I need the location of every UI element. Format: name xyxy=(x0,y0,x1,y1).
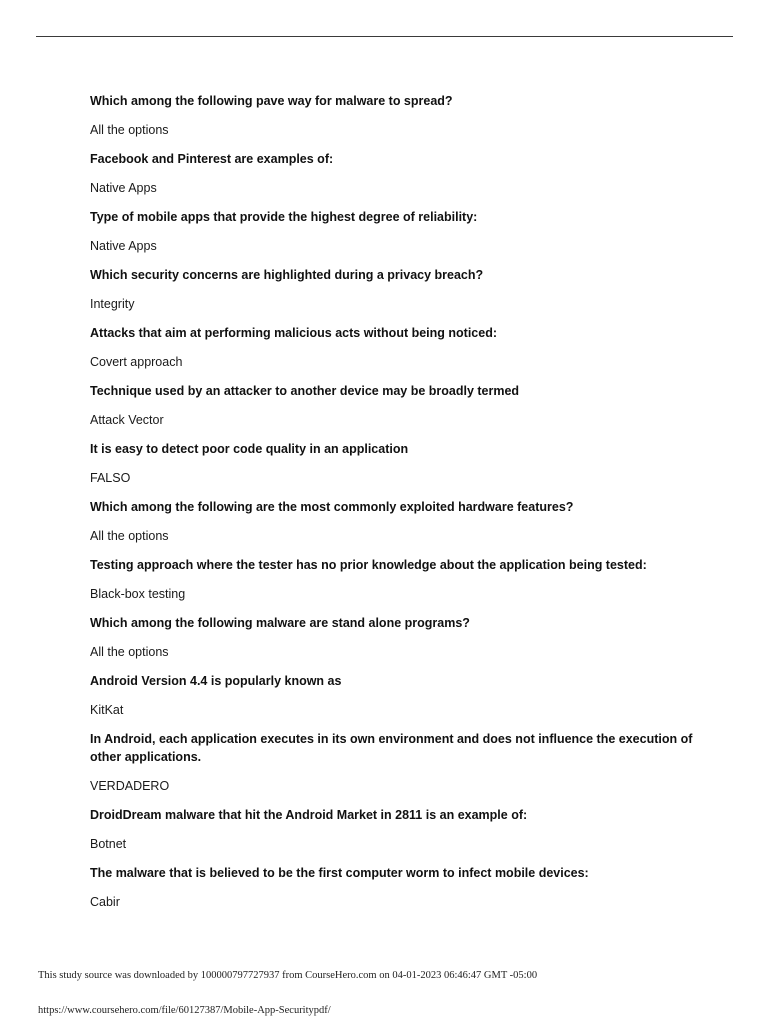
question-11: Android Version 4.4 is popularly known as xyxy=(90,674,342,688)
question-9: Testing approach where the tester has no prior knowledge about the application being tested: xyxy=(90,558,647,572)
question-2: Facebook and Pinterest are examples of: xyxy=(90,152,334,166)
answer-14: Cabir xyxy=(90,895,120,909)
download-source-notice: This study source was downloaded by 100000797727937 from CourseHero.com on 04-01-2023 06:46:47 GMT -05:00 xyxy=(38,970,538,981)
question-8: Which among the following are the most commonly exploited hardware features? xyxy=(90,500,574,514)
question-5: Attacks that aim at performing malicious acts without being noticed: xyxy=(90,326,498,340)
question-14: The malware that is believed to be the first computer worm to infect mobile devices: xyxy=(90,866,589,880)
question-12: In Android, each application executes in its own environment and does not influence the execution of other applications. xyxy=(90,732,693,764)
answer-10: All the options xyxy=(90,645,169,659)
answer-8: All the options xyxy=(90,529,169,543)
answer-3: Native Apps xyxy=(90,239,157,253)
answer-1: All the options xyxy=(90,123,169,137)
answer-6: Attack Vector xyxy=(90,413,164,427)
qa-list xyxy=(90,92,710,922)
question-13: DroidDream malware that hit the Android Market in 2811 is an example of: xyxy=(90,808,528,822)
top-divider xyxy=(36,36,733,37)
answer-5: Covert approach xyxy=(90,355,183,369)
question-1: Which among the following pave way for malware to spread? xyxy=(90,94,453,108)
question-4: Which security concerns are highlighted during a privacy breach? xyxy=(90,268,484,282)
answer-2: Native Apps xyxy=(90,181,157,195)
question-6: Technique used by an attacker to another device may be broadly termed xyxy=(90,384,520,398)
source-url: https://www.coursehero.com/file/60127387/Mobile-App-Securitypdf/ xyxy=(38,1005,331,1016)
answer-12: VERDADERO xyxy=(90,779,170,793)
answer-4: Integrity xyxy=(90,297,135,311)
answer-13: Botnet xyxy=(90,837,127,851)
answer-7: FALSO xyxy=(90,471,131,485)
question-10: Which among the following malware are stand alone programs? xyxy=(90,616,470,630)
answer-11: KitKat xyxy=(90,703,124,717)
question-3: Type of mobile apps that provide the highest degree of reliability: xyxy=(90,210,478,224)
question-7: It is easy to detect poor code quality in an application xyxy=(90,442,409,456)
answer-9: Black-box testing xyxy=(90,587,186,601)
